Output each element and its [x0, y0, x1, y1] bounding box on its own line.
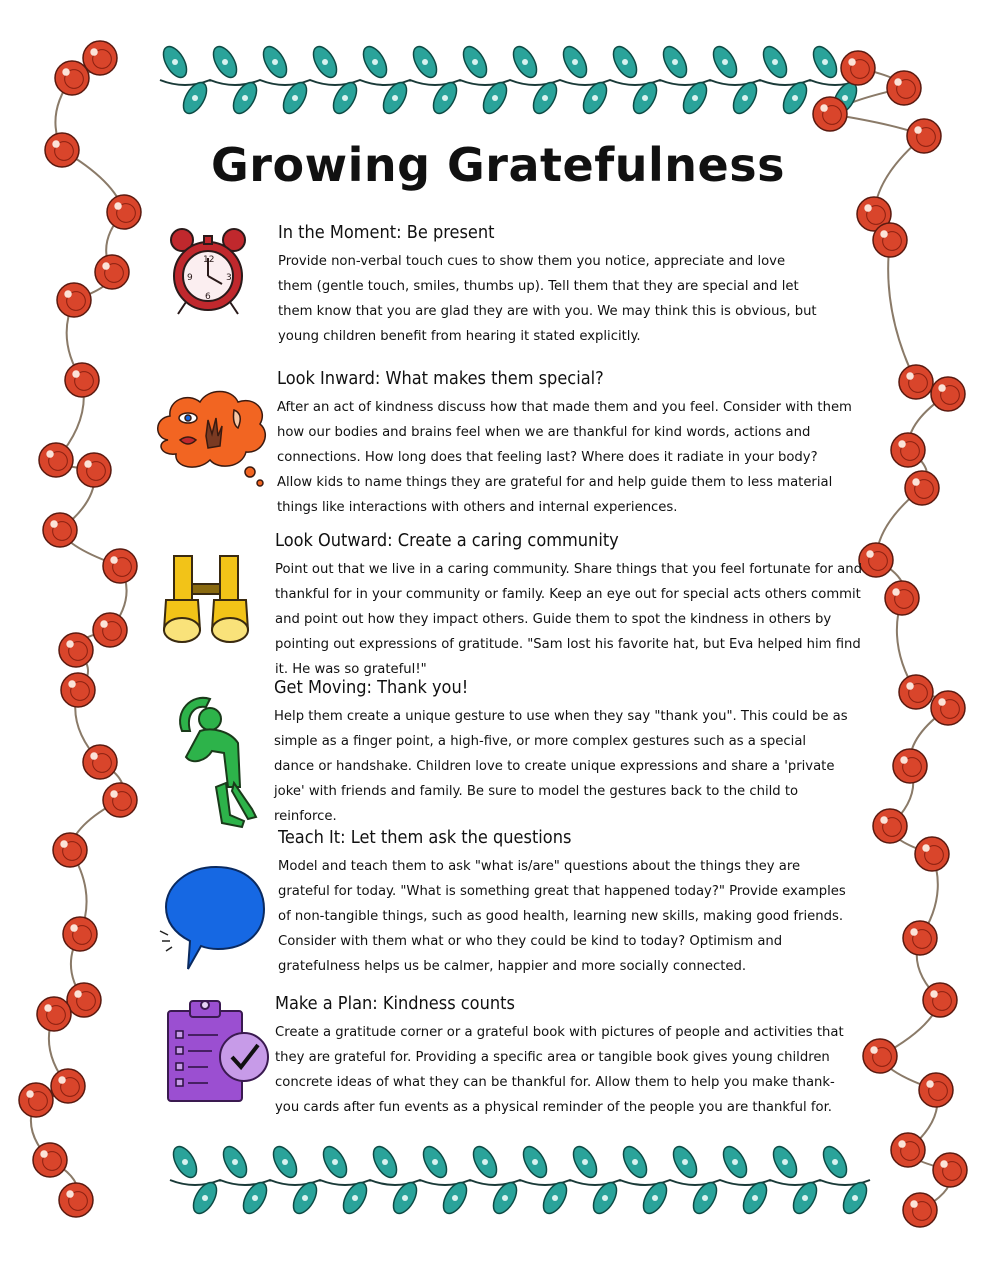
berry-decoration [59, 633, 93, 667]
section-heading: Get Moving: Thank you! [274, 677, 469, 698]
section-body: Create a gratitude corner or a grateful book with pictures of people and activities that they are grateful for. Providing a specific area or tangible book gives young children concrete ideas of what they can be thankful for. Allow them to help you make thank-you cards after fun events as a physical reminder of the people you are thankful for. [275, 1025, 844, 1115]
section-body: Provide non-verbal touch cues to show them you notice, appreciate and love them (gentle touch, smiles, thumbs up). Tell them that they are special and let them know that you are glad they are with you. We may think this is obvious, but young children benefit from hearing it stated explicitly. [278, 254, 817, 344]
svg-text:3: 3 [226, 273, 232, 283]
berry-decoration [61, 673, 95, 707]
section-body: After an act of kindness discuss how that made them and you feel. Consider with them how our bodies and brains feel when we are thankful for kind words, actions and connections. How long does that feeling last? Where does it radiate in your body? Allow kids to name things they are grateful for and help guide them to less material things like interactions with others and internal experiences. [277, 400, 852, 515]
section-heading: In the Moment: Be present [278, 222, 495, 243]
berry-decoration [841, 51, 875, 85]
berry-decoration [83, 745, 117, 779]
berry-decoration [899, 365, 933, 399]
berry-decoration [59, 1183, 93, 1217]
berry-decoration [873, 809, 907, 843]
berry-decoration [77, 453, 111, 487]
binoculars-icon [152, 550, 260, 646]
berry-decoration [887, 71, 921, 105]
section-heading: Look Inward: What makes them special? [277, 368, 604, 389]
berry-decoration [899, 675, 933, 709]
berry-decoration [65, 363, 99, 397]
section-heading: Teach It: Let them ask the questions [278, 827, 572, 848]
berry-decoration [103, 783, 137, 817]
berry-decoration [931, 691, 965, 725]
berry-decoration [891, 433, 925, 467]
berry-decoration [891, 1133, 925, 1167]
berry-decoration [37, 997, 71, 1031]
berry-decoration [903, 1193, 937, 1227]
berry-decoration [43, 513, 77, 547]
berry-decoration [919, 1073, 953, 1107]
berry-decoration [19, 1083, 53, 1117]
berry-decoration [873, 223, 907, 257]
berry-decoration [923, 983, 957, 1017]
berry-decoration [915, 837, 949, 871]
svg-text:9: 9 [187, 273, 193, 283]
berry-decoration [931, 377, 965, 411]
section-body: Point out that we live in a caring community. Share things that you feel fortunate for and thankful for in your community or family. Keep an eye out for special acts others commit and point out how they impact others. Guide them to spot the kindness in others by pointing out expressions of gratitude. "Sam lost his favorite hat, but Eva helped him find it. He was so grateful!" [275, 562, 862, 677]
section-heading: Make a Plan: Kindness counts [275, 993, 515, 1014]
berry-decoration [905, 471, 939, 505]
berry-decoration [103, 549, 137, 583]
thought-cloud-senses-icon [150, 380, 272, 492]
speech-bubble-icon [158, 861, 272, 977]
berry-decoration [933, 1153, 967, 1187]
berry-decoration [67, 983, 101, 1017]
section-body: Help them create a unique gesture to use when they say "thank you". This could be as simple as a finger point, a high-five, or more complex gestures such as a special dance or handshake. Children love to create unique expressions and share a 'private joke' with friends and family. Be sure to model the gestures back to the child to reinforce. [274, 709, 848, 824]
section-heading: Look Outward: Create a caring community [275, 530, 619, 551]
svg-text:12: 12 [203, 255, 215, 265]
berry-decoration [93, 613, 127, 647]
berry-decoration [57, 283, 91, 317]
berry-decoration [863, 1039, 897, 1073]
berry-decoration [53, 833, 87, 867]
berry-decoration [55, 61, 89, 95]
berry-decoration [885, 581, 919, 615]
stretching-person-icon [172, 691, 262, 829]
berry-decoration [63, 917, 97, 951]
berry-decoration [107, 195, 141, 229]
berry-decoration [893, 749, 927, 783]
berry-decoration [83, 41, 117, 75]
berry-decoration [39, 443, 73, 477]
berry-decoration [33, 1143, 67, 1177]
berry-decoration [813, 97, 847, 131]
section-body: Model and teach them to ask "what is/are" questions about the things they are grateful for today. "What is something great that happened today?" Provide examples of non-tangible things, such as good health, learning new skills, making good friends. Consider with them what or who they could be kind to today? Optimism and gratefulness helps us be calmer, happier and more socially connected. [278, 859, 846, 974]
svg-text:6: 6 [205, 292, 211, 302]
berry-decoration [95, 255, 129, 289]
berry-decoration [51, 1069, 85, 1103]
alarm-clock-icon [160, 222, 256, 318]
clipboard-checklist-icon [164, 995, 274, 1105]
berry-decoration [903, 921, 937, 955]
page-title: Growing Gratefulness [211, 138, 785, 192]
